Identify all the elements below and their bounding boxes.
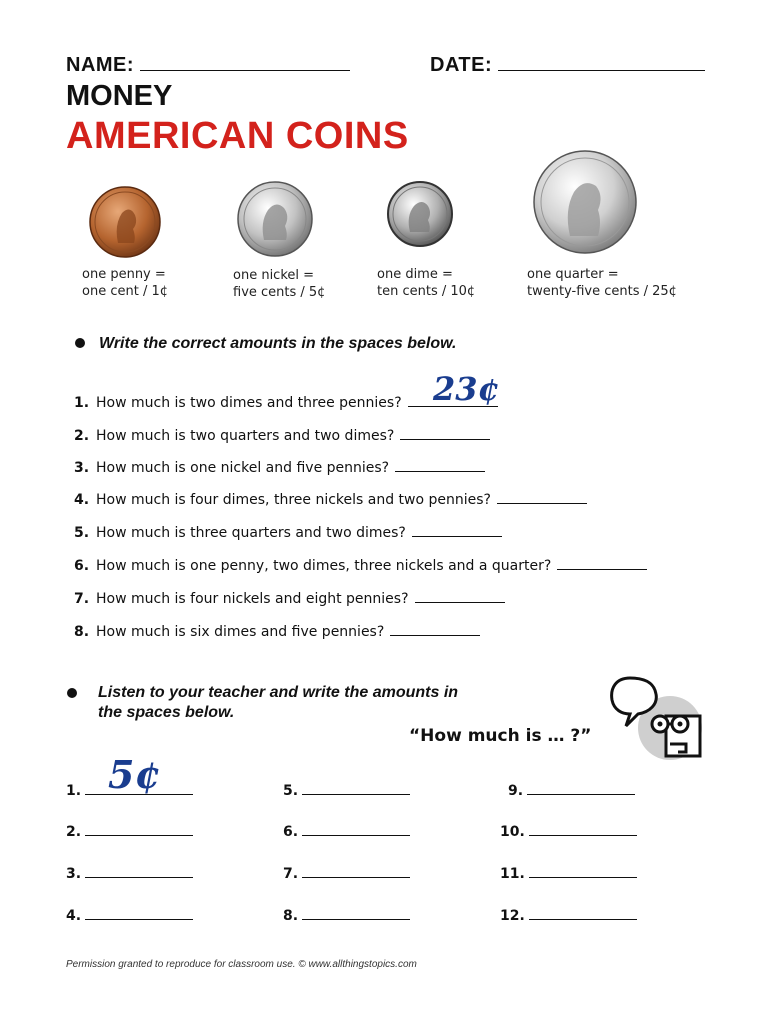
quarter-caption: one quarter = twenty-five cents / 25¢ [527, 267, 677, 299]
answer-blank[interactable] [412, 524, 502, 537]
listen-item[interactable]: 1. [66, 780, 193, 799]
listen-item[interactable]: 5. [283, 780, 410, 799]
question-item: 6. How much is one penny, two dimes, three nickels and a quarter? [74, 557, 647, 574]
page-subtitle: AMERICAN COINS [66, 115, 409, 157]
nickel-icon [236, 180, 314, 263]
question-item: 1. How much is two dimes and three pennies? [74, 394, 498, 411]
penny-caption: one penny = one cent / 1¢ [82, 267, 168, 299]
speech-prompt: “How much is … ?” [409, 726, 592, 746]
section2-instruction: Listen to your teacher and write the amounts in the spaces below. [98, 684, 459, 721]
answer-blank[interactable] [390, 623, 480, 636]
question-item: 4. How much is four dimes, three nickels and two pennies? [74, 491, 587, 508]
quarter-icon [528, 150, 642, 259]
date-label: DATE: [430, 54, 493, 76]
answer-blank[interactable] [395, 459, 485, 472]
date-line[interactable] [498, 54, 705, 71]
footer-permission: Permission granted to reproduce for classroom use. © www.allthingstopics.com [66, 959, 417, 970]
listen-item[interactable]: 11. [500, 863, 637, 882]
answer-blank[interactable] [415, 590, 505, 603]
answer-blank[interactable] [400, 427, 490, 440]
date-field[interactable] [430, 54, 705, 77]
listen-item[interactable]: 3. [66, 863, 193, 882]
listen-item[interactable]: 8. [283, 905, 410, 924]
listen-item[interactable]: 6. [283, 821, 410, 840]
penny-icon [88, 185, 162, 264]
listen-item[interactable]: 4. [66, 905, 193, 924]
listen-item[interactable]: 10. [500, 821, 637, 840]
teacher-speaking-icon [608, 672, 704, 769]
bullet-icon [67, 688, 77, 698]
dime-caption: one dime = ten cents / 10¢ [377, 267, 476, 299]
listen-item[interactable]: 7. [283, 863, 410, 882]
answer-blank[interactable] [497, 491, 587, 504]
question-item: 8. How much is six dimes and five pennies? [74, 623, 480, 640]
question-item: 7. How much is four nickels and eight pennies? [74, 590, 505, 607]
page-title: MONEY [66, 80, 173, 112]
name-line[interactable] [140, 54, 350, 71]
listen-item[interactable]: 12. [500, 905, 637, 924]
nickel-caption: one nickel = five cents / 5¢ [233, 268, 326, 300]
answer-blank[interactable] [557, 557, 647, 570]
listen-item[interactable]: 2. [66, 821, 193, 840]
name-field[interactable] [66, 54, 350, 77]
bullet-icon [75, 338, 85, 348]
listen-item[interactable]: 9. [508, 780, 635, 799]
section1-instruction: Write the correct amounts in the spaces below. [99, 335, 457, 352]
name-label: NAME: [66, 54, 135, 76]
question-item: 2. How much is two quarters and two dimes? [74, 427, 490, 444]
example-answer-5: 5¢ [108, 752, 161, 797]
question-item: 3. How much is one nickel and five pennies? [74, 459, 485, 476]
question-item: 5. How much is three quarters and two dimes? [74, 524, 502, 541]
example-answer-23: 23¢ [433, 370, 500, 408]
dime-icon [386, 180, 454, 253]
